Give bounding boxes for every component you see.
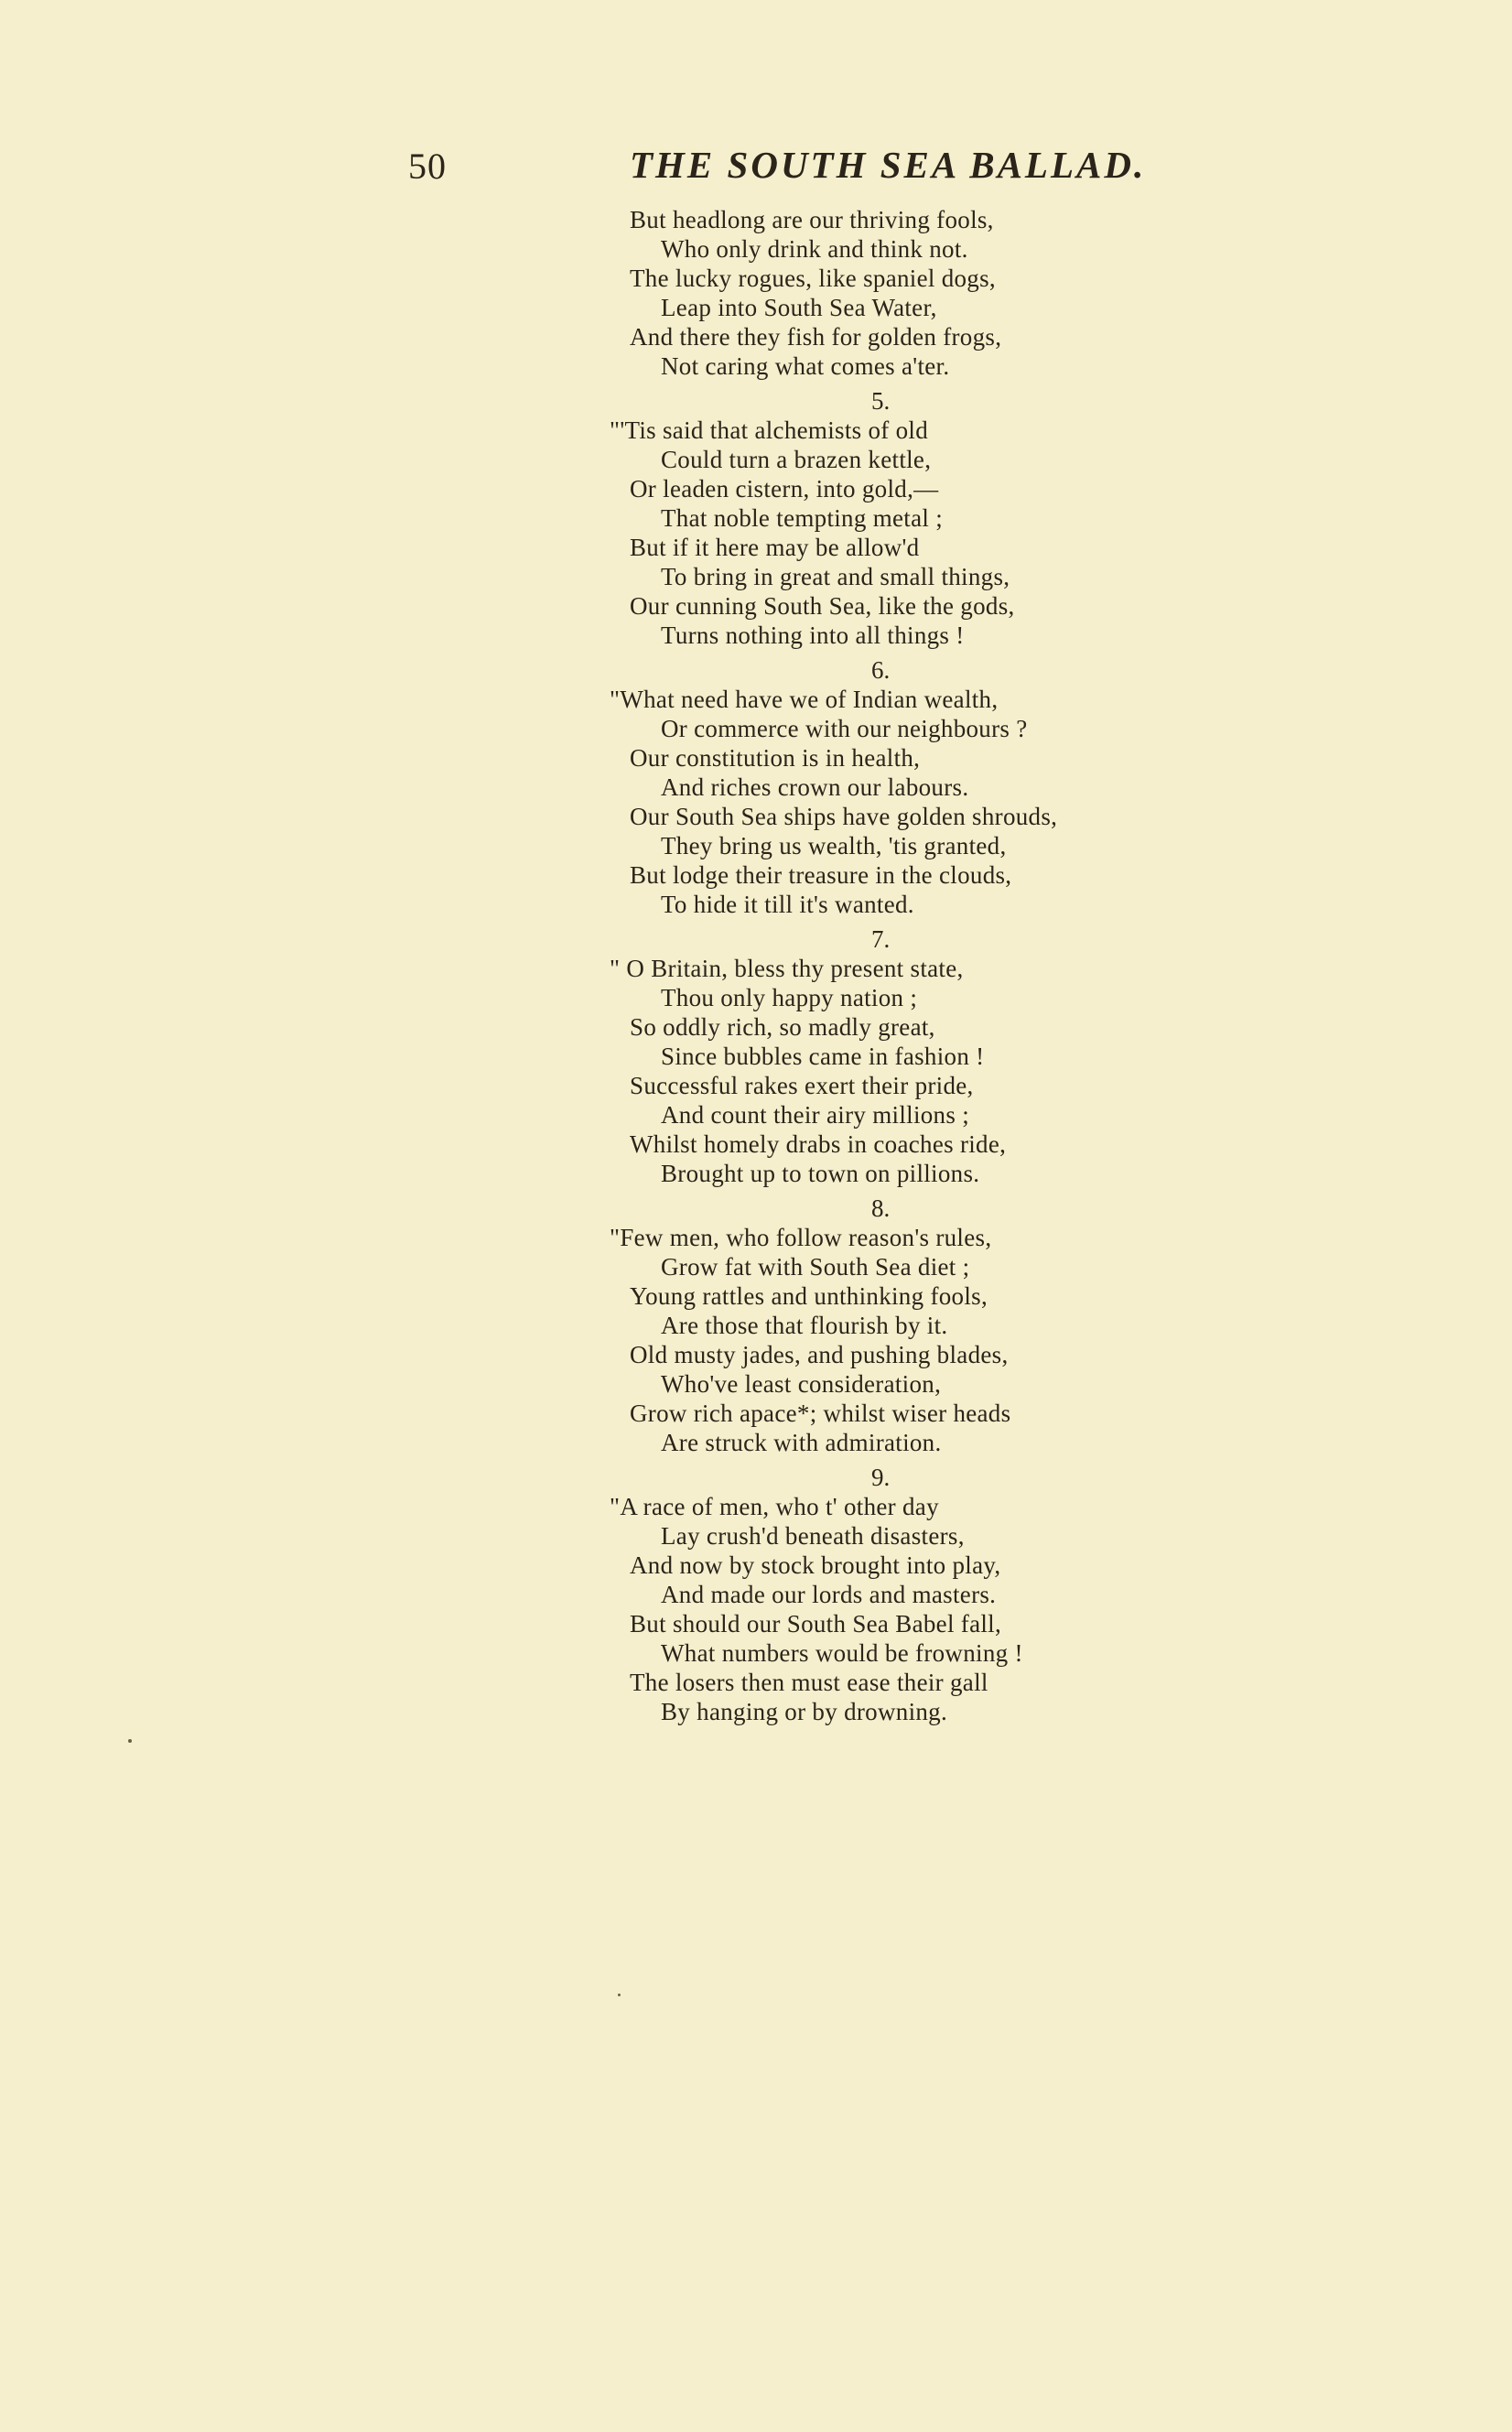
stanza-number: 9. [871,1464,891,1491]
verse-line: Lay crush'd beneath disasters, [661,1522,965,1550]
verse-line: Our South Sea ships have golden shrouds, [630,803,1058,830]
poem-text [595,205,1236,1726]
verse-line: They bring us wealth, 'tis granted, [661,832,1007,859]
verse-line: Brought up to town on pillions. [661,1160,980,1187]
verse-line: "Few men, who follow reason's rules, [610,1224,992,1251]
verse-line: Grow fat with South Sea diet ; [661,1253,970,1281]
paper-speck [128,1739,132,1743]
verse-line: Or commerce with our neighbours ? [661,715,1028,742]
stanza [595,1194,1236,1457]
verse-line: But should our South Sea Babel fall, [630,1610,1002,1638]
stanza [595,655,1236,919]
verse-line: The losers then must ease their gall [630,1669,988,1696]
verse-line: And made our lords and masters. [661,1581,997,1608]
verse-line: And now by stock brought into play, [630,1551,1001,1579]
stanza [595,386,1236,650]
verse-line: And count their airy millions ; [661,1101,970,1129]
verse-line: The lucky rogues, like spaniel dogs, [630,265,996,292]
stanza-number: 8. [871,1194,891,1222]
verse-line: To hide it till it's wanted. [661,891,914,918]
verse-line: So oddly rich, so madly great, [630,1013,935,1041]
verse-line: Our cunning South Sea, like the gods, [630,592,1015,620]
verse-line: Leap into South Sea Water, [661,294,937,321]
verse-line: Who've least consideration, [661,1370,942,1398]
paper-speck [618,1994,621,1996]
verse-line: Are those that flourish by it. [661,1312,948,1339]
stanza-number: 7. [871,925,891,953]
verse-line: Old musty jades, and pushing blades, [630,1341,1009,1368]
verse-line: "What need have we of Indian wealth, [610,686,999,713]
page-number: 50 [408,146,447,187]
verse-line: "A race of men, who t' other day [610,1493,939,1520]
verse-line: By hanging or by drowning. [661,1698,948,1725]
running-head: THE SOUTH SEA BALLAD. [630,144,1147,186]
verse-line: That noble tempting metal ; [661,504,944,532]
stanza [595,1463,1236,1726]
verse-line: Successful rakes exert their pride, [630,1072,974,1099]
verse-line: And there they fish for golden frogs, [630,323,1002,351]
stanza-number: 5. [871,387,891,415]
verse-line: Our constitution is in health, [630,744,921,772]
verse-line: Could turn a brazen kettle, [661,446,932,473]
verse-line: Who only drink and think not. [661,235,968,263]
verse-line: Or leaden cistern, into gold,— [630,475,939,503]
verse-line: Since bubbles came in fashion ! [661,1043,985,1070]
verse-line: Young rattles and unthinking fools, [630,1282,988,1310]
verse-line: "'Tis said that alchemists of old [610,416,929,444]
stanza [595,924,1236,1188]
stanza-number: 6. [871,656,891,684]
verse-line: Turns nothing into all things ! [661,622,965,649]
verse-line: What numbers would be frowning ! [661,1639,1023,1667]
verse-line: But headlong are our thriving fools, [630,206,994,233]
verse-line: Whilst homely drabs in coaches ride, [630,1130,1007,1158]
verse-line: And riches crown our labours. [661,773,969,801]
verse-line: But lodge their treasure in the clouds, [630,861,1012,889]
verse-line: Not caring what comes a'ter. [661,352,950,380]
verse-line: Grow rich apace*; whilst wiser heads [630,1400,1011,1427]
verse-line: Thou only happy nation ; [661,984,918,1011]
verse-line: Are struck with admiration. [661,1429,942,1456]
stanza [595,205,1236,381]
verse-line: But if it here may be allow'd [630,534,920,561]
verse-line: " O Britain, bless thy present state, [610,955,964,982]
verse-line: To bring in great and small things, [661,563,1010,590]
